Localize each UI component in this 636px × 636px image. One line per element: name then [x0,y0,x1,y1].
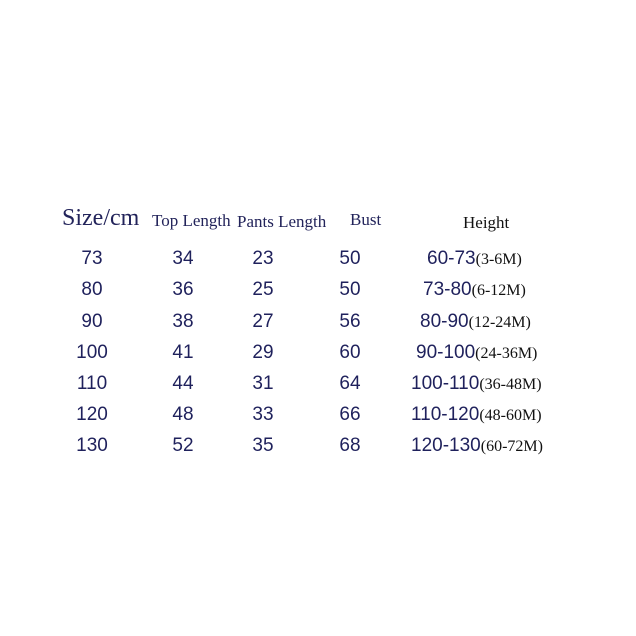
bust-cell: 50 [339,248,361,269]
size-cell: 110 [76,373,108,394]
size-cell: 130 [76,435,108,456]
table-row [0,435,636,466]
table-row [0,404,636,435]
size-cell: 80 [81,279,103,300]
height-months: (48-60M) [479,407,542,424]
top-length-cell: 34 [172,248,194,269]
height-months: (36-48M) [479,376,542,393]
height-months: (6-12M) [471,282,526,299]
pants-length-cell: 25 [252,279,274,300]
size-cell: 90 [81,311,103,332]
top-length-cell: 36 [172,279,194,300]
bust-cell: 50 [339,279,361,300]
bust-cell: 56 [339,311,361,332]
height-cell [423,279,573,301]
height-range: 120-130 [411,435,481,456]
size-cell: 120 [76,404,108,425]
height-cell [416,342,566,364]
table-row [0,279,636,310]
size-cell: 73 [81,248,103,269]
height-range: 90-100 [416,342,476,363]
height-range: 100-110 [411,373,480,394]
top-length-cell: 38 [172,311,194,332]
height-cell [427,248,577,270]
size-cell: 100 [76,342,108,363]
header-height: Height [463,213,510,232]
pants-length-cell: 23 [252,248,274,269]
header-size: Size/cm [62,205,140,231]
pants-length-cell: 35 [252,435,274,456]
table-row [0,373,636,404]
top-length-cell: 48 [172,404,194,425]
table-row [0,248,636,279]
height-range: 73-80 [423,279,472,300]
top-length-cell: 41 [172,342,194,363]
pants-length-cell: 27 [252,311,274,332]
height-cell [420,311,570,333]
table-row [0,342,636,373]
bust-cell: 68 [339,435,361,456]
header-top-length: Top Length [152,211,231,230]
header-bust: Bust [350,210,382,229]
height-months: (12-24M) [468,314,531,331]
table-row [0,311,636,342]
height-range: 110-120 [411,404,480,425]
top-length-cell: 52 [172,435,194,456]
top-length-cell: 44 [172,373,194,394]
height-months: (3-6M) [475,251,522,268]
pants-length-cell: 29 [252,342,274,363]
height-months: (60-72M) [480,438,543,455]
height-range: 60-73 [427,248,476,269]
bust-cell: 66 [339,404,361,425]
height-cell [411,404,561,426]
height-cell [411,373,561,395]
header-pants-length: Pants Length [237,212,327,231]
pants-length-cell: 31 [252,373,274,394]
height-cell [411,435,561,457]
bust-cell: 60 [339,342,361,363]
pants-length-cell: 33 [252,404,274,425]
height-months: (24-36M) [475,345,538,362]
height-range: 80-90 [420,311,469,332]
bust-cell: 64 [339,373,361,394]
